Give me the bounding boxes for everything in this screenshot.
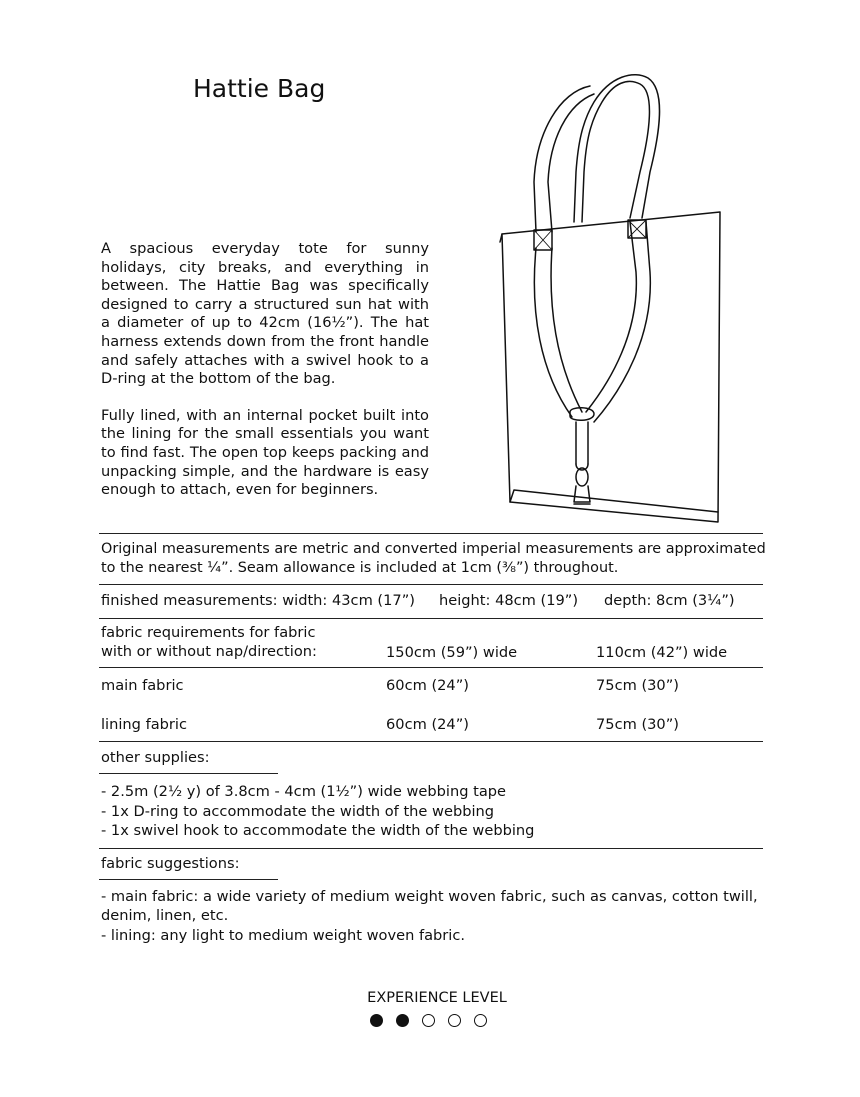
measurement-note-line-2: to the nearest ¼”. Seam allowance is included at 1cm (⅜”) throughout. xyxy=(101,560,619,576)
heading-underline xyxy=(99,773,278,774)
divider xyxy=(99,741,763,742)
finished-depth: depth: 8cm (3¼”) xyxy=(604,592,735,609)
divider xyxy=(99,618,763,619)
supply-item: - 1x D-ring to accommodate the width of the webbing xyxy=(101,803,495,820)
finished-width: finished measurements: width: 43cm (17”) xyxy=(101,592,415,609)
experience-dot-empty xyxy=(448,1014,461,1027)
experience-level-rating xyxy=(370,1014,487,1027)
suggestion-line: - lining: any light to medium weight woven fabric. xyxy=(101,927,466,944)
fabric-suggestions-heading: fabric suggestions: xyxy=(101,855,240,872)
lining-fabric-label: lining fabric xyxy=(101,716,187,733)
experience-dot-filled xyxy=(370,1014,383,1027)
suggestion-line: - main fabric: a wide variety of medium weight woven fabric, such as canvas, cotton twill, xyxy=(101,888,758,905)
main-fabric-150: 60cm (24”) xyxy=(386,677,469,694)
experience-dot-empty xyxy=(422,1014,435,1027)
main-fabric-110: 75cm (30”) xyxy=(596,677,679,694)
finished-height: height: 48cm (19”) xyxy=(439,592,579,609)
supply-item: - 1x swivel hook to accommodate the width of the webbing xyxy=(101,822,535,839)
supply-item: - 2.5m (2½ y) of 3.8cm - 4cm (1½”) wide webbing tape xyxy=(101,783,507,800)
heading-underline xyxy=(99,879,278,880)
measurement-note-line-1: Original measurements are metric and converted imperial measurements are approximated xyxy=(101,541,766,557)
fabric-width-col-2: 110cm (42”) wide xyxy=(596,644,728,661)
experience-dot-filled xyxy=(396,1014,409,1027)
page-title: Hattie Bag xyxy=(193,74,326,103)
suggestion-line: denim, linen, etc. xyxy=(101,907,229,924)
intro-text xyxy=(101,240,429,500)
intro-paragraph-1: A spacious everyday tote for sunny holidays, city breaks, and everything in between. The Hattie Bag was specifically designed to carry a structured sun hat with a diameter of up to 42cm (16½”). The hat harness extends down from the front handle and safely attaches with a swivel hook to a D-ring at the bottom of the bag. xyxy=(101,240,429,388)
fabric-table-header-line-1: fabric requirements for fabric xyxy=(101,624,316,641)
lining-fabric-150: 60cm (24”) xyxy=(386,716,469,733)
fabric-width-col-1: 150cm (59”) wide xyxy=(386,644,518,661)
tote-bag-illustration xyxy=(490,72,730,532)
divider xyxy=(99,533,763,534)
lining-fabric-110: 75cm (30”) xyxy=(596,716,679,733)
divider xyxy=(99,848,763,849)
main-fabric-label: main fabric xyxy=(101,677,184,694)
divider xyxy=(99,584,763,585)
experience-level-label: EXPERIENCE LEVEL xyxy=(367,990,507,1006)
intro-paragraph-2: Fully lined, with an internal pocket built into the lining for the small essentials you want to find fast. The open top keeps packing and unpacking simple, and the hardware is easy enough to attach, even for beginners. xyxy=(101,406,429,499)
other-supplies-heading: other supplies: xyxy=(101,749,210,766)
experience-dot-empty xyxy=(474,1014,487,1027)
divider xyxy=(99,667,763,668)
fabric-table-header-line-2: with or without nap/direction: xyxy=(101,643,317,660)
